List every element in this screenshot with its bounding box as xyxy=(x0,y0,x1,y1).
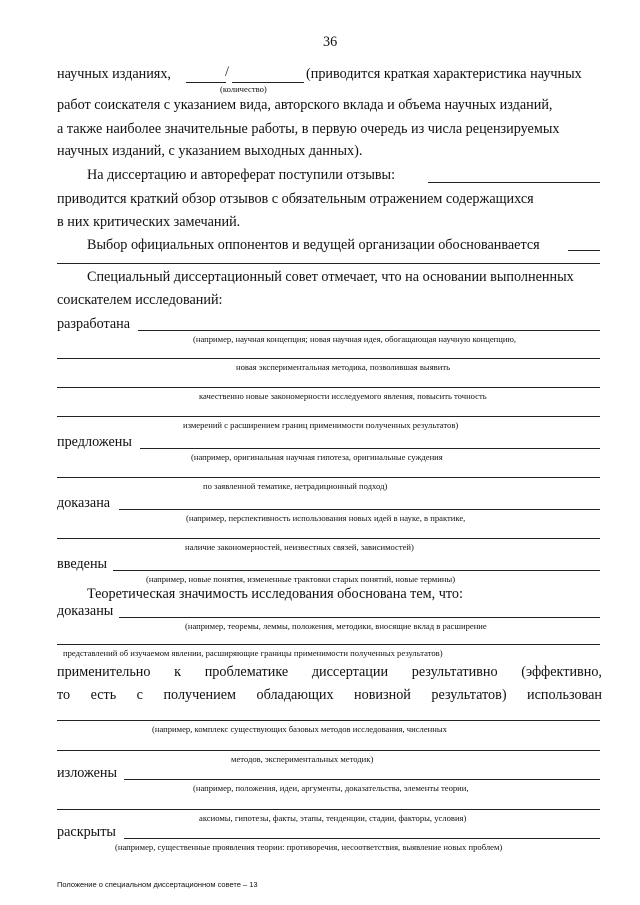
applied-line-1 xyxy=(57,664,602,681)
applied-line-2 xyxy=(57,687,602,704)
para2-line1: На диссертацию и автореферат поступили отзывы: xyxy=(87,167,396,183)
developed-hint-4: измерений с расширением границ применимости полученных результатов) xyxy=(183,420,459,430)
theory-proven-hint-1: (например, теоремы, леммы, положения, методики, вносящие вклад в расширение xyxy=(185,621,487,631)
revealed-label: раскрыты xyxy=(57,824,116,840)
revealed-blank-line xyxy=(124,838,600,839)
revealed-hint-1: (например, существенные проявления теории: противоречия, несоответствия, выявление новых проблем) xyxy=(115,842,503,852)
theory-proven-blank-line-1 xyxy=(119,617,600,618)
applied-word: с xyxy=(136,687,143,703)
used-blank-line-1 xyxy=(57,720,600,721)
para2-line3: в них критических замечаний. xyxy=(57,214,241,230)
footer: Положение о специальном диссертационном совете – 13 xyxy=(57,880,258,889)
para2-line2: приводится краткий обзор отзывов с обязательным отражением содержащихся xyxy=(57,191,534,207)
developed-blank-line-3 xyxy=(57,387,600,388)
applied-word: результатов) xyxy=(431,687,507,703)
applied-word: результативно xyxy=(411,664,498,680)
applied-word: диссертации xyxy=(311,664,389,680)
blank-line-count-a xyxy=(186,82,226,83)
theory-heading: Теоретическая значимость исследования обоснована тем, что: xyxy=(87,586,463,602)
theory-proven-blank-line-2 xyxy=(57,644,600,645)
proposed-blank-line-2 xyxy=(57,477,600,478)
blank-line-count-b xyxy=(232,82,304,83)
developed-label: разработана xyxy=(57,316,131,332)
proposed-label: предложены xyxy=(57,434,132,450)
para4-line2: соискателем исследований: xyxy=(57,292,223,308)
introduced-label: введены xyxy=(57,556,108,572)
para1-line1-prefix: научных изданиях, xyxy=(57,66,171,82)
applied-word: новизной xyxy=(354,687,411,703)
para3-line1: Выбор официальных оппонентов и ведущей организации обоснованвается xyxy=(87,237,540,253)
slash: / xyxy=(225,64,229,80)
para1-line2: работ соискателя с указанием вида, авторского вклада и объема научных изданий, xyxy=(57,97,553,113)
stated-blank-line-1 xyxy=(124,779,600,780)
stated-hint-1: (например, положения, идеи, аргументы, доказательства, элементы теории, xyxy=(193,783,469,793)
proven-blank-line-1 xyxy=(119,509,600,510)
stated-label: изложены xyxy=(57,765,118,781)
applied-word: то xyxy=(57,687,71,703)
developed-hint-3: качественно новые закономерности исследуемого явления, повысить точность xyxy=(199,391,487,401)
developed-blank-line-1 xyxy=(138,330,600,331)
applied-word: есть xyxy=(90,687,117,703)
used-hint-1: (например, комплекс существующих базовых методов исследования, численных xyxy=(152,724,447,734)
para1-line4: научных изданий, с указанием выходных данных). xyxy=(57,143,363,159)
applied-word: применительно xyxy=(57,664,151,680)
stated-hint-2: аксиомы, гипотезы, факты, этапы, тенденции, стадии, факторы, условия) xyxy=(199,813,467,823)
developed-hint-1: (например, научная концепция; новая научная идея, обогащающая научную концепцию, xyxy=(193,334,517,344)
theory-proven-hint-2: представлений об изучаемом явлении, расширяющие границы применимости полученных результатов) xyxy=(63,648,443,658)
proven-label: доказана xyxy=(57,495,111,511)
applied-word: проблематике xyxy=(204,664,289,680)
theory-proven-label: доказаны xyxy=(57,603,114,619)
opponents-blank-line-b xyxy=(57,263,600,264)
developed-blank-line-2 xyxy=(57,358,600,359)
applied-word: получением xyxy=(163,687,237,703)
introduced-blank-line xyxy=(113,570,600,571)
stated-blank-line-2 xyxy=(57,809,600,810)
opponents-blank-line-a xyxy=(568,250,600,251)
proposed-blank-line-1 xyxy=(140,448,600,449)
para1-line3: а также наиболее значительные работы, в первую очередь из числа рецензируемых xyxy=(57,121,560,137)
proven-hint-2: наличие закономерностей, неизвестных связей, зависимостей) xyxy=(185,542,414,552)
applied-word: к xyxy=(174,664,182,680)
proven-hint-1: (например, перспективность использования новых идей в науке, в практике, xyxy=(186,513,466,523)
developed-hint-2: новая экспериментальная методика, позволившая выявить xyxy=(236,362,450,372)
para1-line1-suffix: (приводится краткая характеристика научных xyxy=(306,66,582,82)
para4-line1: Специальный диссертационный совет отмечает, что на основании выполненных xyxy=(87,269,574,285)
proposed-hint-2: по заявленной тематике, нетрадиционный подход) xyxy=(203,481,388,491)
developed-blank-line-4 xyxy=(57,416,600,417)
applied-word: использован xyxy=(527,687,602,703)
proven-blank-line-2 xyxy=(57,538,600,539)
used-blank-line-2 xyxy=(57,750,600,751)
applied-word: (эффективно, xyxy=(521,664,602,680)
reviews-blank-line xyxy=(428,182,600,183)
page-number: 36 xyxy=(323,34,338,50)
proposed-hint-1: (например, оригинальная научная гипотеза, оригинальные суждения xyxy=(191,452,443,462)
applied-word: обладающих xyxy=(256,687,334,703)
quantity-caption: (количество) xyxy=(220,84,267,94)
used-hint-2: методов, экспериментальных методик) xyxy=(231,754,374,764)
introduced-hint-1: (например, новые понятия, измененные трактовки старых понятий, новые термины) xyxy=(146,574,456,584)
